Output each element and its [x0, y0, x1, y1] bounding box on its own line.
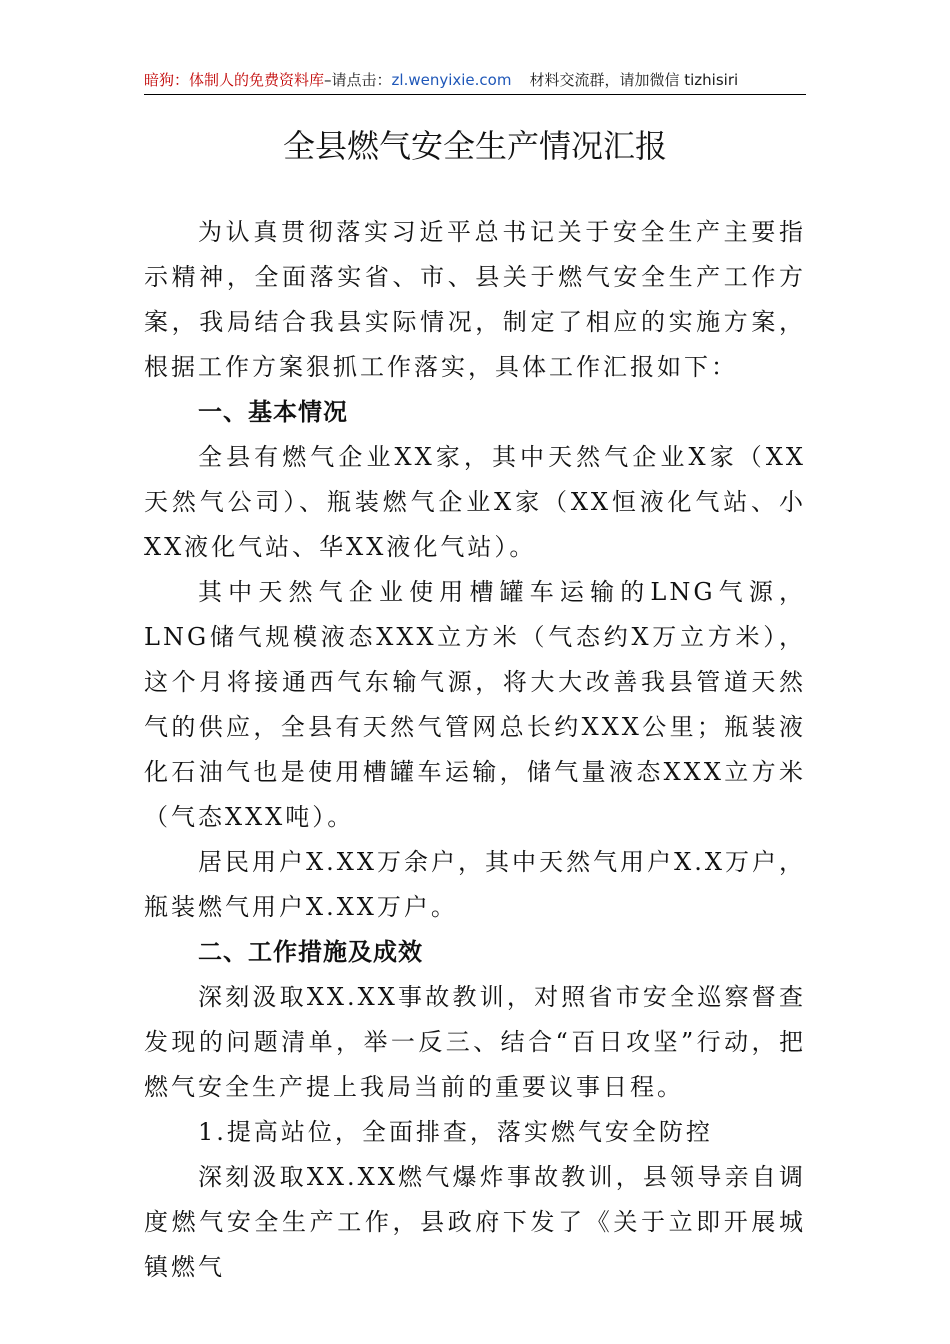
page-header [144, 66, 806, 94]
section2-paragraph-1: 深刻汲取XX.XX事故教训，对照省市安全巡察督查发现的问题清单，举一反三、结合“百日攻坚”行动，把燃气安全生产提上我局当前的重要议事日程。 [144, 983, 806, 1101]
header-link[interactable]: zl.wenyixie.com [391, 71, 512, 89]
header-site-name: 暗狗：体制人的免费资料库 [144, 71, 325, 89]
section2-paragraph-2: 深刻汲取XX.XX燃气爆炸事故教训，县领导亲自调度燃气安全生产工作，县政府下发了《关于立即开展城镇燃气 [144, 1163, 806, 1281]
subsection-heading-1: 1.提高站位，全面排查，落实燃气安全防控 [198, 1118, 713, 1146]
section-heading-measures: 二、工作措施及成效 [198, 938, 423, 966]
document-body [144, 210, 806, 1290]
document-title: 全县燃气安全生产情况汇报 [282, 127, 667, 165]
section-heading-basic: 一、基本情况 [198, 398, 348, 426]
header-group-note: 材料交流群，请加微信 tizhisiri [529, 71, 739, 89]
section1-paragraph-3: 居民用户X.XX万余户，其中天然气用户X.X万户，瓶装燃气用户X.XX万户。 [144, 848, 806, 921]
section1-paragraph-1: 全县有燃气企业XX家，其中天然气企业X家（XX天然气公司）、瓶装燃气企业X家（XX恒液化气站、小XX液化气站、华XX液化气站）。 [144, 443, 806, 561]
header-divider [144, 94, 806, 95]
header-click-prompt: –请点击： [324, 71, 392, 89]
intro-paragraph: 为认真贯彻落实习近平总书记关于安全生产主要指示精神，全面落实省、市、县关于燃气安全生产工作方案，我局结合我县实际情况，制定了相应的实施方案，根据工作方案狠抓工作落实，具体工作汇报如下： [144, 218, 806, 381]
section1-paragraph-2: 其中天然气企业使用槽罐车运输的LNG气源，LNG储气规模液态XXX立方米（气态约X万立方米），这个月将接通西气东输气源，将大大改善我县管道天然气的供应，全县有天然气管网总长约XXX公里；瓶装液化石油气也是使用槽罐车运输，储气量液态XXX立方米（气态XXX吨）。 [144, 578, 806, 831]
